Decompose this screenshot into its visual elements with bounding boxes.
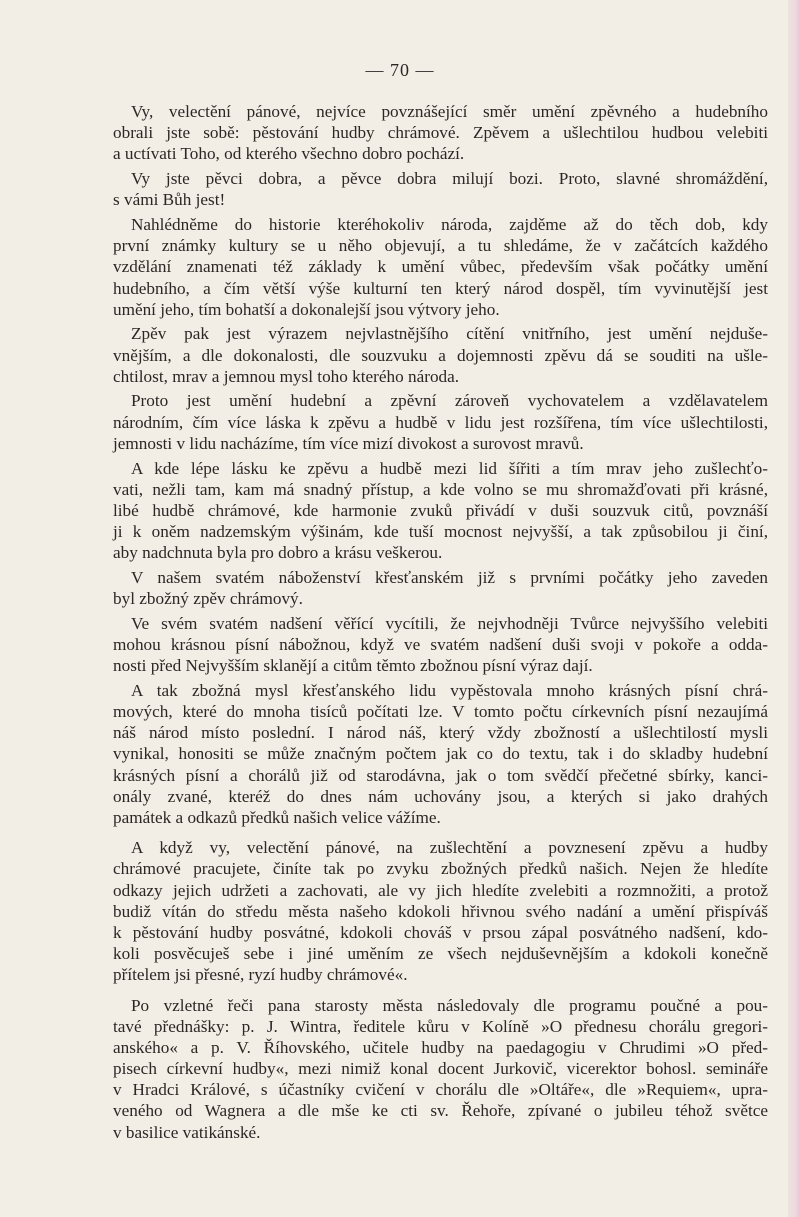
text-line: s vámi Bůh jest! bbox=[113, 190, 226, 210]
text-line: koli posvěcuješ sebe i jiné uměním ze všech nejduševnějším a kdokoli konečně bbox=[113, 944, 768, 964]
text-line: chtilost, mrav a jemnou mysl toho kterého národa. bbox=[113, 366, 460, 386]
text-line: A když vy, velectění pánové, na zušlechtění a povznesení zpěvu a hudby bbox=[131, 838, 768, 858]
text-line: první známky kultury se u něho objevují, a tu shledáme, že v začátcích každého bbox=[113, 236, 768, 256]
text-line: pisech církevní hudby«, mezi nimiž konal docent Jurkovič, vicerektor bohosl. semináře bbox=[113, 1059, 768, 1079]
text-line: budiž vítán do středu města našeho kdokoli hřivnou svého nadání a umění přispíváš bbox=[113, 901, 768, 921]
text-line: mových, které do mnoha tisíců počítati lze. V tomto počtu církevních písní nezaujímá bbox=[113, 702, 768, 722]
text-line: Zpěv pak jest výrazem nejvlastnějšího cítění vnitřního, jest umění nejduše- bbox=[131, 324, 768, 344]
text-line: vynikal, honositi se může značným počtem jak co do textu, tak i do skladby hudební bbox=[113, 744, 768, 764]
body-text bbox=[113, 101, 768, 1146]
text-line: přítelem jsi přesné, ryzí hudby chrámové«. bbox=[113, 965, 408, 985]
text-line: jemnosti v lidu nacházíme, tím více mizí divokost a surovost mravů. bbox=[113, 433, 584, 453]
paragraph bbox=[113, 168, 768, 210]
text-line: v Hradci Králové, s účastníky cvičení v chorálu dle »Oltáře«, dle »Requiem«, upra- bbox=[113, 1080, 768, 1100]
text-line: Proto jest umění hudební a zpěvní zároveň vychovatelem a vzdělavatelem bbox=[131, 391, 768, 411]
text-line: byl zbožný zpěv chrámový. bbox=[113, 589, 303, 609]
text-line: onály zvané, kteréž do dnes nám uchovány jsou, a kterých si jako drahých bbox=[113, 786, 768, 806]
text-line: tavé přednášky: p. J. Wintra, ředitele kůru v Kolíně »O přednesu chorálu gregori- bbox=[113, 1016, 768, 1036]
paragraph bbox=[113, 680, 768, 828]
text-line: odkazy jejich udržeti a zachovati, ale vy jich hledíte zvelebiti a rozmnožiti, a protož bbox=[113, 880, 768, 900]
page-number: — 70 — bbox=[365, 60, 435, 80]
text-line: veného od Wagnera a dle mše ke cti sv. Řehoře, zpívané o jubileu téhož světce bbox=[113, 1101, 768, 1121]
text-line: A tak zbožná mysl křesťanského lidu vypěstovala mnoho krásných písní chrá- bbox=[131, 680, 768, 700]
text-line: národním, čím více láska k zpěvu a hudbě v lidu jest rozšířena, tím více ušlechtilosti, bbox=[113, 412, 768, 432]
text-line: krásných písní a chorálů již od starodávna, jak o tom svědčí přečetné sbírky, kanci- bbox=[113, 765, 768, 785]
text-line: chrámové pracujete, činíte tak po zvyku zbožných předků našich. Nejen že hledíte bbox=[113, 859, 768, 879]
text-line: Nahlédněme do historie kteréhokoliv národa, zajděme až do těch dob, kdy bbox=[131, 214, 768, 234]
text-line: nosti před Nejvyšším sklanějí a citům těmto zbožnou písní výraz dají. bbox=[113, 656, 593, 676]
text-line: a uctívati Toho, od kterého všechno dobro pochází. bbox=[113, 144, 465, 164]
paragraph bbox=[113, 995, 768, 1143]
text-line: anského« a p. V. Říhovského, učitele hudby na paedagogiu v Chrudimi »O před- bbox=[113, 1037, 768, 1057]
text-line: k pěstování hudby posvátné, kdokoli chováš v prsou zápal posvátného nadšení, kdo- bbox=[113, 922, 768, 942]
paragraph bbox=[113, 390, 768, 454]
text-line: Ve svém svatém nadšení věřící vycítili, že nejvhodněji Tvůrce nejvyššího velebiti bbox=[131, 613, 768, 633]
text-line: mohou krásnou písní nábožnou, když ve svatém nadšení duši svoji v pokoře a odda- bbox=[113, 635, 768, 654]
text-line: Po vzletné řeči pana starosty města následovaly dle programu poučné a pou- bbox=[131, 995, 768, 1015]
paragraph bbox=[113, 837, 768, 985]
text-line: A kde lépe lásku ke zpěvu a hudbě mezi lid šířiti a tím mrav jeho zušlechťo- bbox=[131, 458, 768, 478]
paragraph bbox=[113, 613, 768, 677]
page-edge bbox=[788, 0, 800, 1217]
text-line: Vy, velectění pánové, nejvíce povznášející směr umění zpěvného a hudebního bbox=[131, 102, 768, 121]
text-line: V našem svatém náboženství křesťanském již s prvními počátky jeho zaveden bbox=[131, 567, 768, 587]
text-line: obrali jste sobě: pěstování hudby chrámové. Zpěvem a ušlechtilou hudbou velebiti bbox=[113, 123, 768, 143]
text-line: památek a odkazů předků našich velice vážíme. bbox=[113, 808, 441, 827]
paragraph bbox=[113, 323, 768, 387]
text-line: v basilice vatikánské. bbox=[113, 1122, 261, 1142]
text-line: vnějším, a dle dokonalosti, dle souzvuku a dojemnosti zpěvu dá se souditi na ušle- bbox=[113, 345, 768, 365]
text-line: Vy jste pěvci dobra, a pěvce dobra milují bozi. Proto, slavné shromáždění, bbox=[131, 169, 768, 189]
paragraph bbox=[113, 214, 768, 320]
text-line: libé hudbě chrámové, kde harmonie zvuků přivádí v duši souzvuk citů, povznáší bbox=[113, 500, 768, 520]
text-line: náš národ místo poslední. I národ náš, který vždy zbožností a ušlechtilostí mysli bbox=[113, 723, 768, 743]
text-line: vzdělání znamenati též základy k umění vůbec, především však počátky umění bbox=[113, 257, 768, 277]
paragraph bbox=[113, 101, 768, 165]
paragraph bbox=[113, 567, 768, 609]
text-line: hudebního, a čím větší výše kulturní ten který národ dospěl, tím vyvinutější jest bbox=[113, 278, 768, 298]
text-line: ji k oněm nadzemským výšinám, kde tuší mocnost nejvyšší, a tak způsobilou ji činí, bbox=[113, 522, 768, 542]
text-line: umění jeho, tím bohatší a dokonalejší jsou výtvory jeho. bbox=[113, 299, 500, 319]
paragraph bbox=[113, 458, 768, 564]
text-line: vati, nežli tam, kam má snadný přístup, a kde volno se mu shromažďovati při krásné, bbox=[113, 479, 768, 499]
text-line: aby nadchnuta byla pro dobro a krásu veškerou. bbox=[113, 543, 443, 563]
